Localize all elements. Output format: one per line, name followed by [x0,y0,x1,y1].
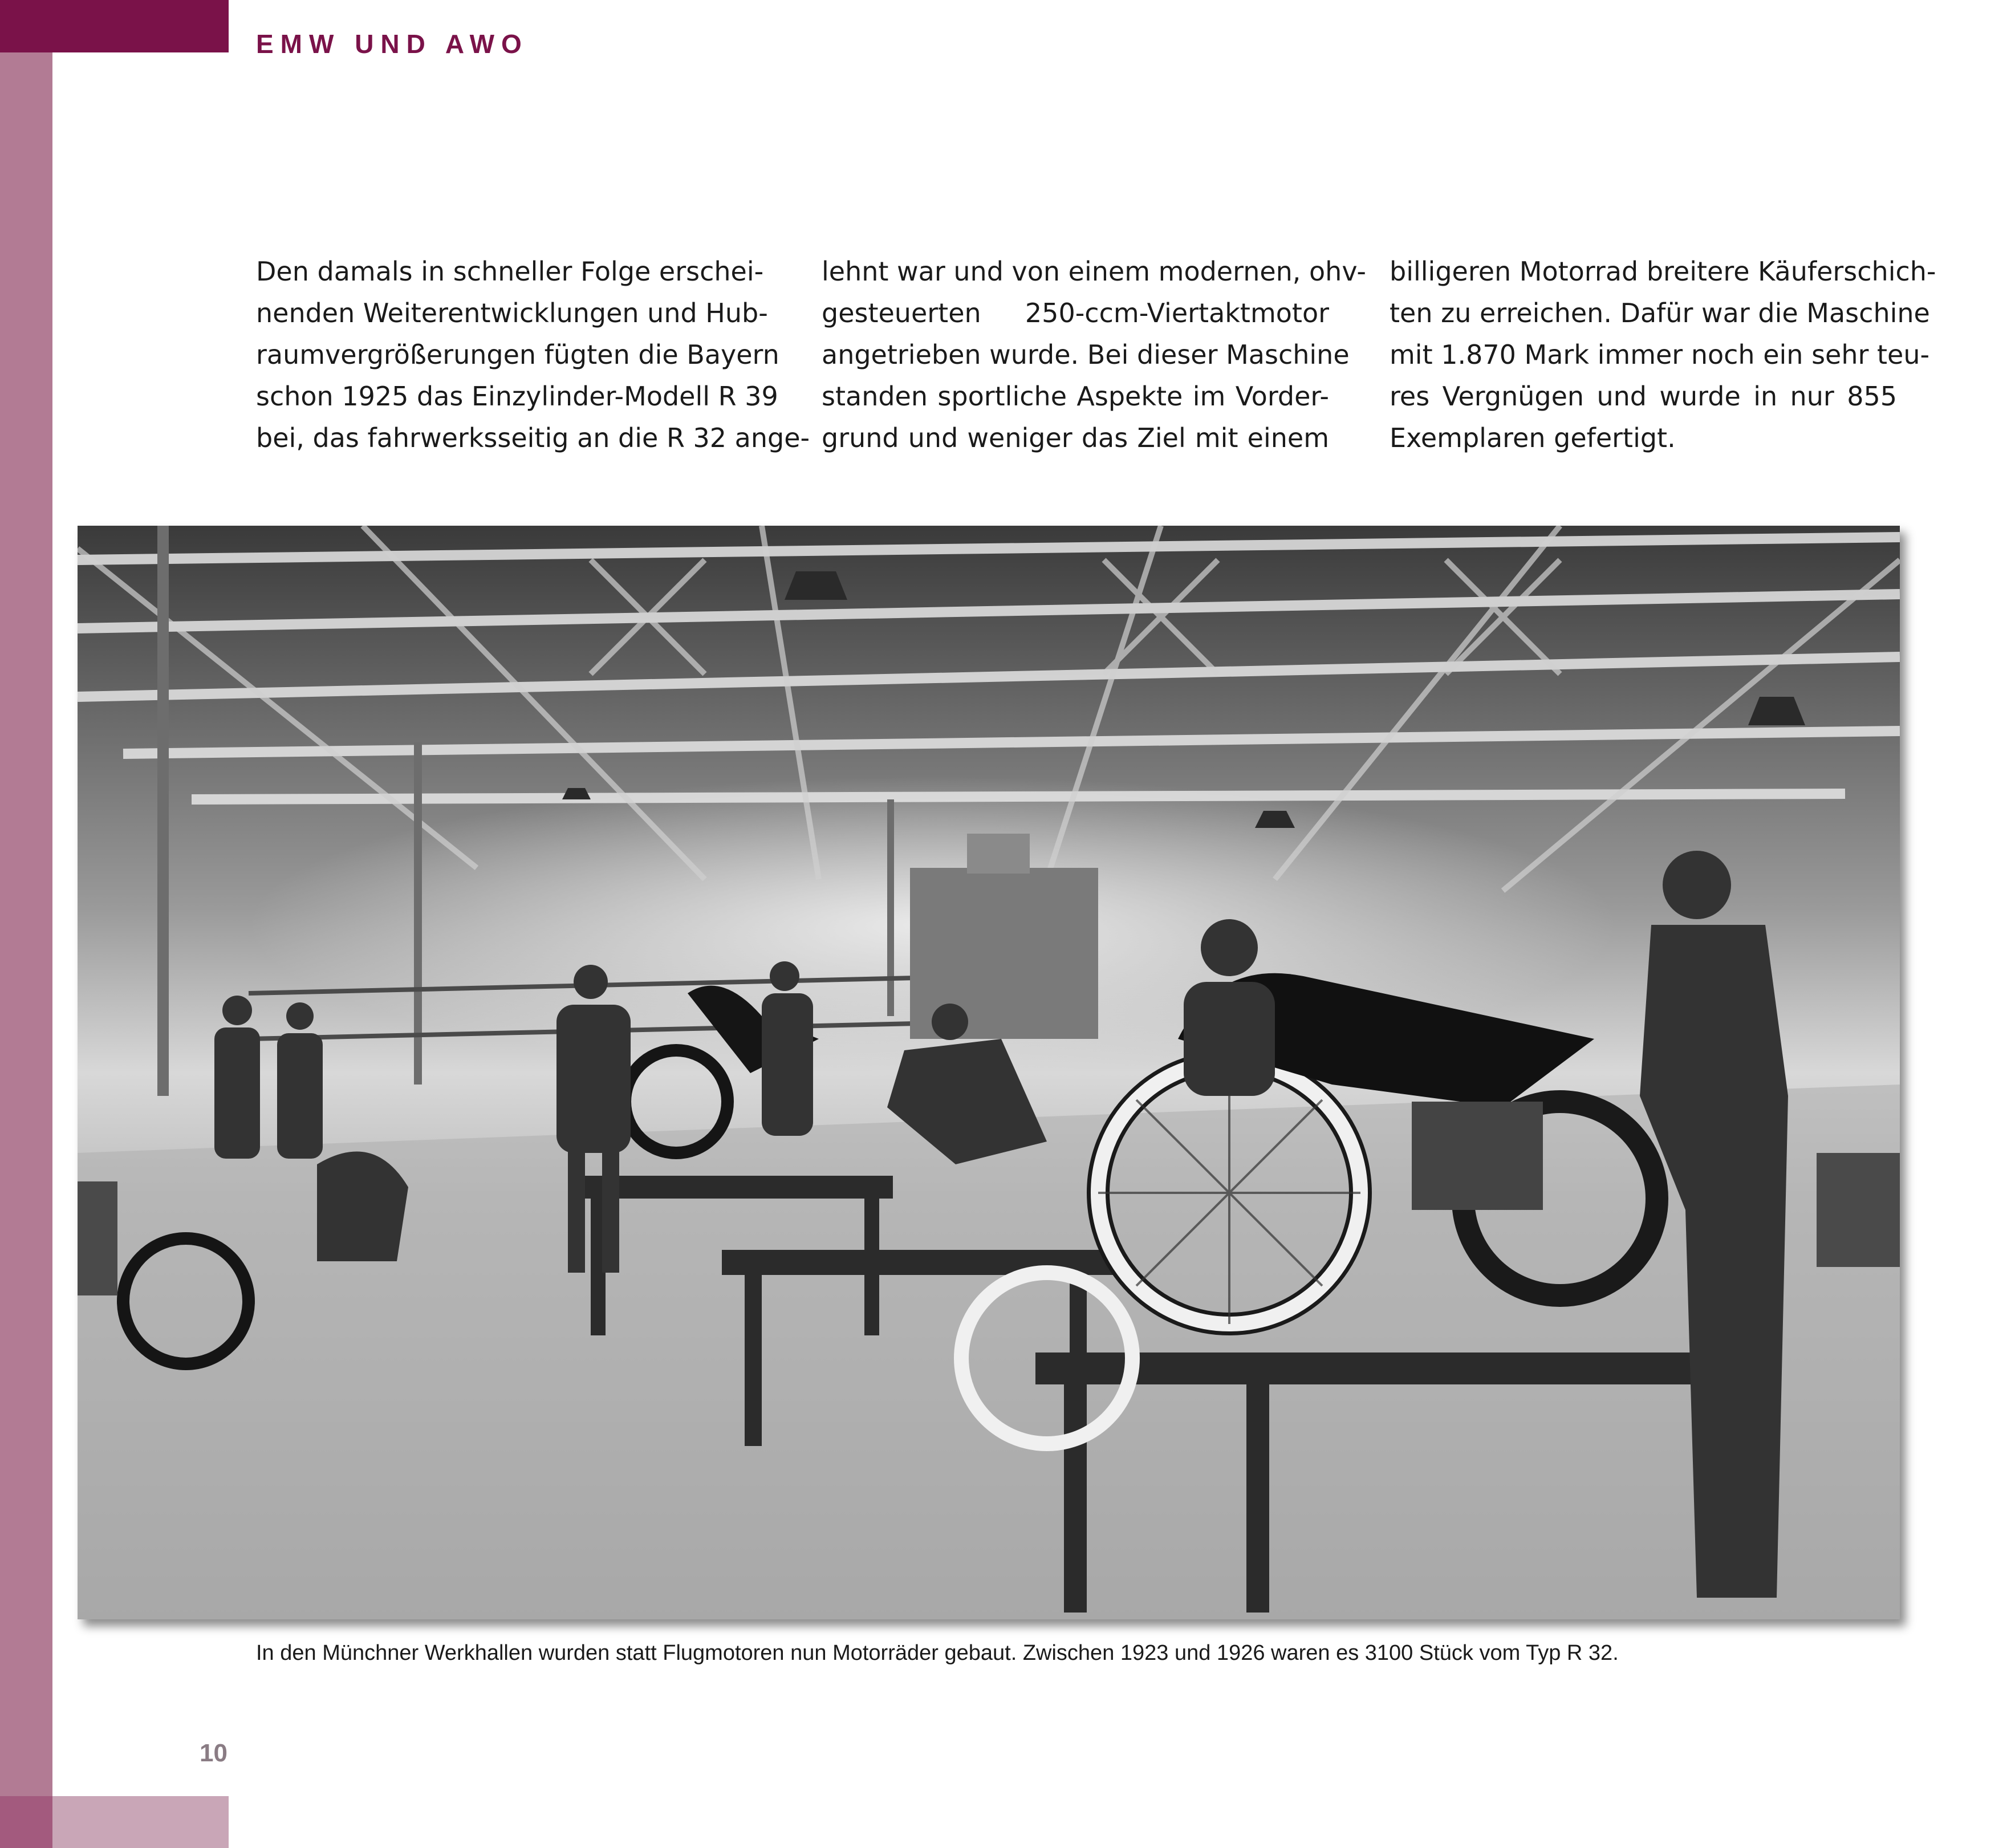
text-line: nenden Weiterentwicklungen und Hub- [256,298,768,328]
page-number: 10 [200,1739,228,1767]
decorative-top-block [0,0,229,52]
text-line: mit 1.870 Mark immer noch ein sehr teu- [1390,339,1930,370]
text-line: gesteuerten 250-ccm-Viertaktmotor [822,298,1329,328]
text-line: ten zu erreichen. Dafür war die Maschine [1390,298,1930,328]
text-column-3 [1390,251,1936,459]
text-line: Den damals in schneller Folge erschei- [256,256,764,287]
figure-caption: In den Münchner Werkhallen wurden statt Flugmotoren nun Motorräder gebaut. Zwischen 1923 und 1926 waren es 3100 Stück vom Typ R 32. [256,1641,1619,1665]
decorative-side-bar [0,0,52,1848]
text-line: raumvergrößerungen fügten die Bayern [256,339,779,370]
text-column-2 [822,251,1366,459]
text-line: schon 1925 das Einzylinder-Modell R 39 [256,381,778,412]
text-line: grund und weniger das Ziel mit einem [822,423,1329,453]
decorative-bottom-block-dark [0,1796,52,1848]
running-head: EMW UND AWO [256,29,529,59]
text-column-1 [256,251,810,459]
text-line: lehnt war und von einem modernen, ohv- [822,256,1366,287]
workshop-photo-illustration [78,526,1900,1619]
text-line: Exemplaren gefertigt. [1390,423,1676,453]
workshop-photo [78,526,1900,1619]
text-line: res Vergnügen und wurde in nur 855 [1390,381,1897,412]
text-line: billigeren Motorrad breitere Käuferschich- [1390,256,1936,287]
text-line: bei, das fahrwerksseitig an die R 32 ange- [256,423,810,453]
text-line: angetrieben wurde. Bei dieser Maschine [822,339,1350,370]
text-line: standen sportliche Aspekte im Vorder- [822,381,1329,412]
